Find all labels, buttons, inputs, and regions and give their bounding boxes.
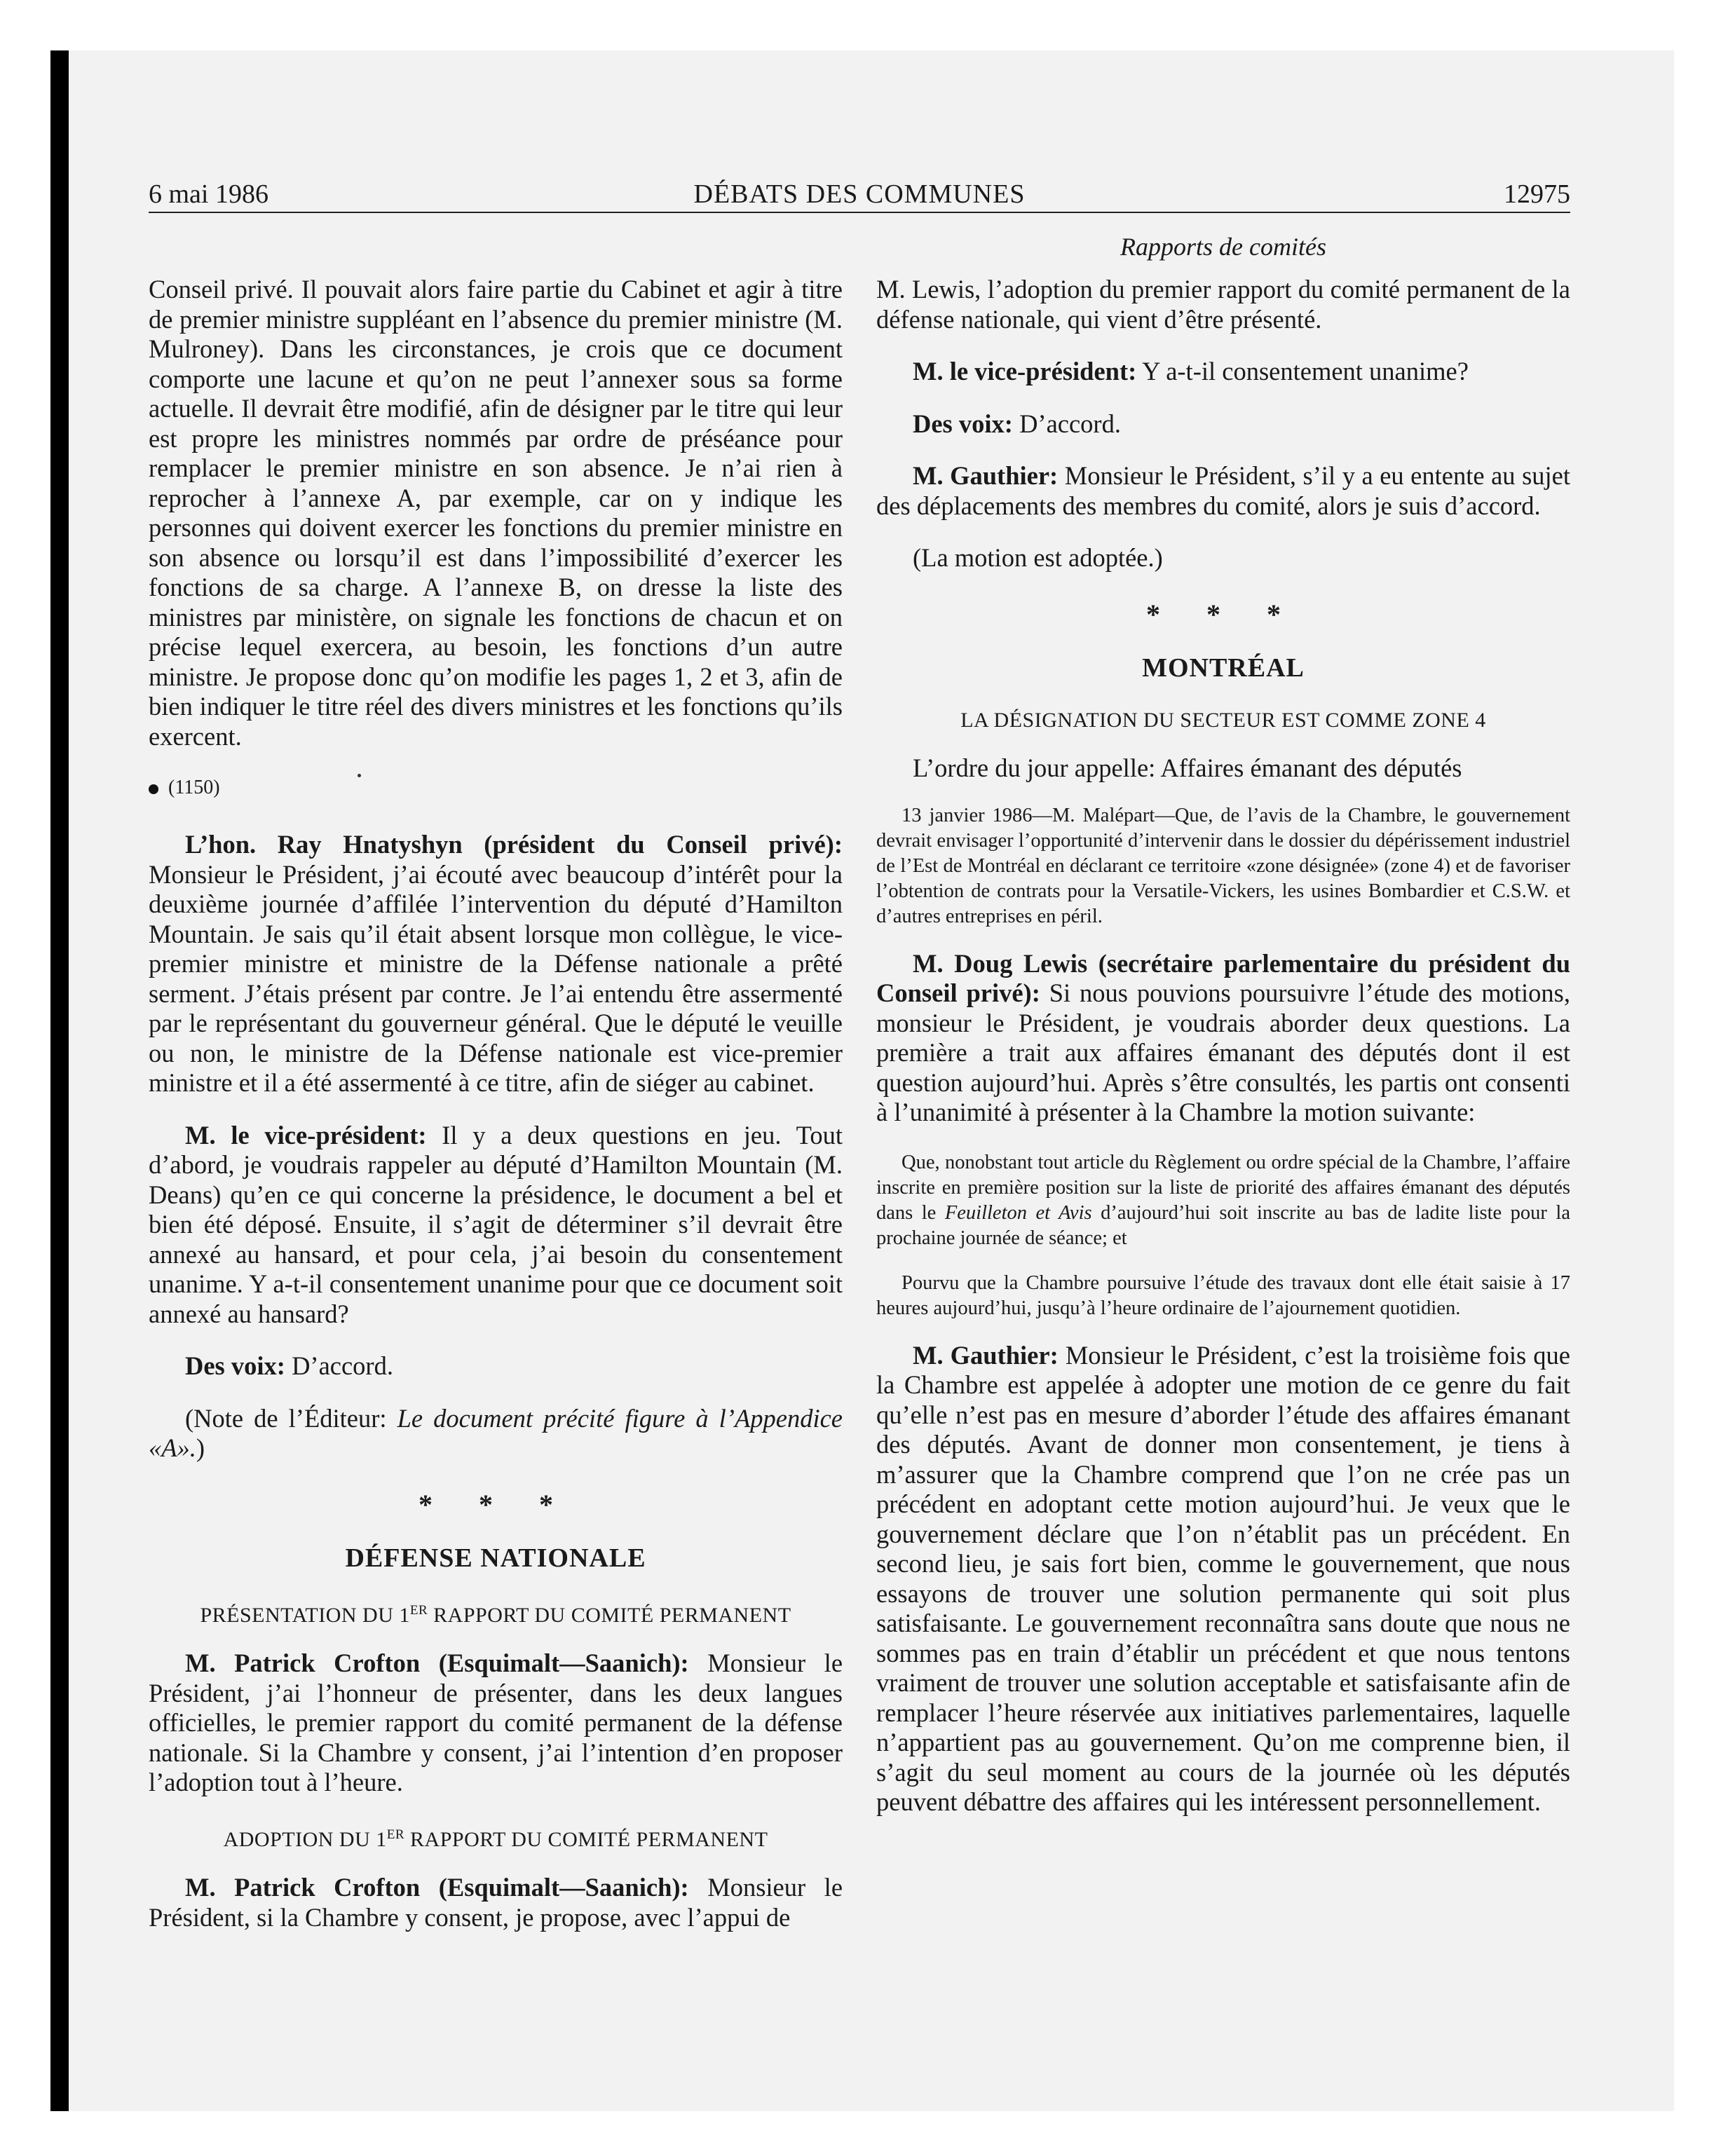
- order-of-day: L’ordre du jour appelle: Affaires émanant des députés: [913, 753, 1462, 782]
- header-rule: [149, 212, 1570, 213]
- subsection-text: RAPPORT DU COMITÉ PERMANENT: [428, 1603, 791, 1627]
- page-header: [149, 177, 1570, 212]
- speech-text: Monsieur le Président, j’ai écouté avec beaucoup d’intérêt pour la deuxième journée d’affilée l’intervention du député d’Hamilton Mountain. Je sais qu’il était absent lorsque mon collègue, le vice-premier ministre et ministre de la Défense nationale a prêté serment. J’étais présent par contre. Je l’ai entendu être assermenté par le représentant du gouverneur général. Que le député le veuille ou non, le ministre de la Défense nationale est vice-premier ministre et il a été assermenté à ce titre, afin de siéger au cabinet.: [149, 859, 843, 1097]
- subsection-heading: [149, 1820, 843, 1855]
- header-page-number: 12975: [1504, 179, 1570, 209]
- subsection-text: RAPPORT DU COMITÉ PERMANENT: [404, 1827, 768, 1851]
- quoted-motion: [876, 1150, 1570, 1251]
- editor-note: [149, 1404, 843, 1464]
- timestamp-text: (1150): [168, 777, 220, 798]
- note-italic: Le document précité figure à l’Appendice «A».: [149, 1403, 843, 1462]
- section-heading: MONTRÉAL: [1142, 653, 1305, 683]
- speaker-name: Des voix:: [913, 409, 1013, 438]
- bullet-icon: [149, 784, 158, 794]
- timestamp: [149, 774, 843, 802]
- speech-text: Il y a deux questions en jeu. Tout d’abord, je voudrais rappeler au député d’Hamilton Mountain (M. Deans) qu’en ce qui concerne la présidence, le document a bel et bien été déposé. Ensuite, il s’agit de déterminer s’il devrait être annexé au hansard, et pour cela, j’ai besoin du consentement unanime. Y a-t-il consentement unanime pour que ce document soit annexé au hansard?: [149, 1120, 843, 1328]
- speaker-name: L’hon. Ray Hnatyshyn (président du Conseil privé):: [185, 830, 843, 859]
- header-title: DÉBATS DES COMMUNES: [693, 179, 1026, 209]
- note-text: (Note de l’Éditeur:: [185, 1403, 397, 1433]
- speech: [149, 1873, 843, 1932]
- subsection-heading: [149, 1596, 843, 1631]
- speech: [149, 1649, 843, 1798]
- quote-italic: Feuilleton et Avis: [944, 1201, 1092, 1224]
- speech: [876, 409, 1570, 439]
- speaker-name: M. Doug Lewis (secrétaire parlementaire du président du Conseil privé):: [876, 948, 1570, 1007]
- section-heading: DÉFENSE NATIONALE: [345, 1543, 646, 1573]
- speech-text: Monsieur le Président, c’est la troisième fois que la Chambre est appelée à adopter une motion de ce genre du fait qu’elle n’est pas en mesure d’aborder l’étude des affaires émanant des députés. Avant de donner mon consentement, je tiens à m’assurer que la Chambre comprend que l’on ne crée pas un précédent en adoptant cette motion aujourd’hui. Je veux que le gouvernement déclare que l’on n’établit pas un précédent. En second lieu, je sais fort bien, comme le gouvernement, que nous essayons de trouver une solution permanente qui soit plus satisfaisante. Le gouvernement reconnaîtra sans doute que nous ne sommes pas en train d’établir un précédent et que nous tentons vraiment de trouver une solution acceptable et satisfaisante afin de remplacer l’heure réservée aux initiatives parlementaires, laquelle n’appartient pas au gouvernement. Qu’on me comprenne bien, il s’agit du seul moment au cours de la journée où les députés peuvent débattre des affaires qui les intéressent personnellement.: [876, 1340, 1571, 1816]
- speech: [876, 461, 1570, 521]
- quote-text: d’aujourd’hui soit inscrite au bas de ladite liste pour la prochaine journée de séance; et: [876, 1201, 1570, 1249]
- subsection-heading: LA DÉSIGNATION DU SECTEUR EST COMME ZONE 4: [960, 708, 1486, 732]
- speech-text: D’accord.: [292, 1351, 393, 1380]
- subsection-text: PRÉSENTATION DU 1: [200, 1603, 410, 1627]
- speech-text: Monsieur le Président, j’ai l’honneur de présenter, dans les deux langues officielles, le premier rapport du comité permanent de la défense nationale. Si la Chambre y consent, j’ai l’intention d’en proposer l’adoption tout à l’heure.: [149, 1649, 843, 1796]
- quote-text: Que, nonobstant tout article du Règlement ou ordre spécial de la Chambre, l’affaire inscrite en première position sur la liste de priorité des affaires émanant des députés dans le: [876, 1151, 1570, 1224]
- left-column: [149, 275, 843, 1955]
- right-column: [876, 275, 1570, 1840]
- speech-text: D’accord.: [1019, 409, 1121, 438]
- motion-text: 13 janvier 1986—M. Malépart—Que, de l’avis de la Chambre, le gouvernement devrait envisager l’opportunité d’intervenir dans le dossier du dépérissement industriel de l’Est de Montréal en déclarant ce territoire «zone désignée» (zone 4) et de favoriser l’obtention de contrats pour la Versatile-Vickers, les usines Bombardier et C.S.W. et d’autres entreprises en péril.: [876, 804, 1570, 927]
- speech-text: Monsieur le Président, s’il y a eu entente au sujet des déplacements des membres du comité, alors je suis d’accord.: [876, 461, 1571, 520]
- superscript: ER: [409, 1602, 428, 1618]
- speech: [876, 949, 1570, 1128]
- speech-text: Si nous pouvions poursuivre l’étude des motions, monsieur le Président, je voudrais aborder deux questions. La première a trait aux affaires émanant des députés dont il est question aujourd’hui. Après s’être consultés, les partis ont consenti à l’unanimité à présenter à la Chambre la motion suivante:: [876, 978, 1571, 1126]
- speech-text: Monsieur le Président, si la Chambre y consent, je propose, avec l’appui de: [149, 1873, 843, 1932]
- speech: [876, 1341, 1570, 1817]
- speech: [149, 1351, 843, 1381]
- section-separator: * * *: [419, 1488, 573, 1520]
- paragraph: M. Lewis, l’adoption du premier rapport du comité permanent de la défense nationale, qui vient d’être présenté.: [876, 275, 1570, 334]
- running-head: Rapports de comités: [1120, 233, 1326, 261]
- speaker-name: M. Gauthier:: [913, 1340, 1059, 1370]
- speaker-name: M. le vice-président:: [913, 357, 1137, 386]
- speech: [149, 1121, 843, 1330]
- procedural-note: (La motion est adoptée.): [913, 543, 1163, 572]
- speaker-name: M. Gauthier:: [913, 461, 1059, 490]
- quoted-motion: Pourvu que la Chambre poursuive l’étude des travaux dont elle était saisie à 17 heures aujourd’hui, jusqu’à l’heure ordinaire de l’ajournement quotidien.: [876, 1271, 1570, 1319]
- speaker-name: M. Patrick Crofton (Esquimalt—Saanich):: [185, 1649, 689, 1677]
- speaker-name: M. le vice-président:: [185, 1120, 427, 1149]
- subsection-text: ADOPTION DU 1: [223, 1827, 387, 1851]
- section-separator: * * *: [1146, 598, 1300, 630]
- scan-border: [50, 50, 69, 2111]
- header-date: 6 mai 1986: [149, 179, 268, 209]
- note-text: ): [196, 1433, 205, 1462]
- superscript: ER: [386, 1827, 405, 1842]
- speech: [876, 357, 1570, 387]
- speech-text: Y a-t-il consentement unanime?: [1142, 357, 1469, 386]
- paragraph: Conseil privé. Il pouvait alors faire partie du Cabinet et agir à titre de premier ministre suppléant en l’absence du premier ministre (M. Mulroney). Dans les circonstances, je crois que ce document comporte une lacune et qu’on ne peut l’annexer sous sa forme actuelle. Il devrait être modifié, afin de désigner par le titre qui leur est propre les ministres nommés par ordre de préséance pour remplacer le premier ministre en son absence. Je n’ai rien à reprocher à l’annexe A, par exemple, car on y indique les personnes qui doivent exercer les fonctions du premier ministre en son absence ou lorsqu’il est dans l’impossibilité d’exercer les fonctions de sa charge. A l’annexe B, on dresse la liste des ministres par ministère, on signale les fonctions de chacun et on précise lequel exercera, au besoin, les fonctions d’un autre ministre. Je propose donc qu’on modifie les pages 1, 2 et 3, afin de bien indiquer le titre réel des divers ministres et les fonctions qu’ils exercent.: [149, 275, 843, 751]
- speaker-name: M. Patrick Crofton (Esquimalt—Saanich):: [185, 1873, 689, 1902]
- speech: [149, 830, 843, 1098]
- speaker-name: Des voix:: [185, 1351, 285, 1380]
